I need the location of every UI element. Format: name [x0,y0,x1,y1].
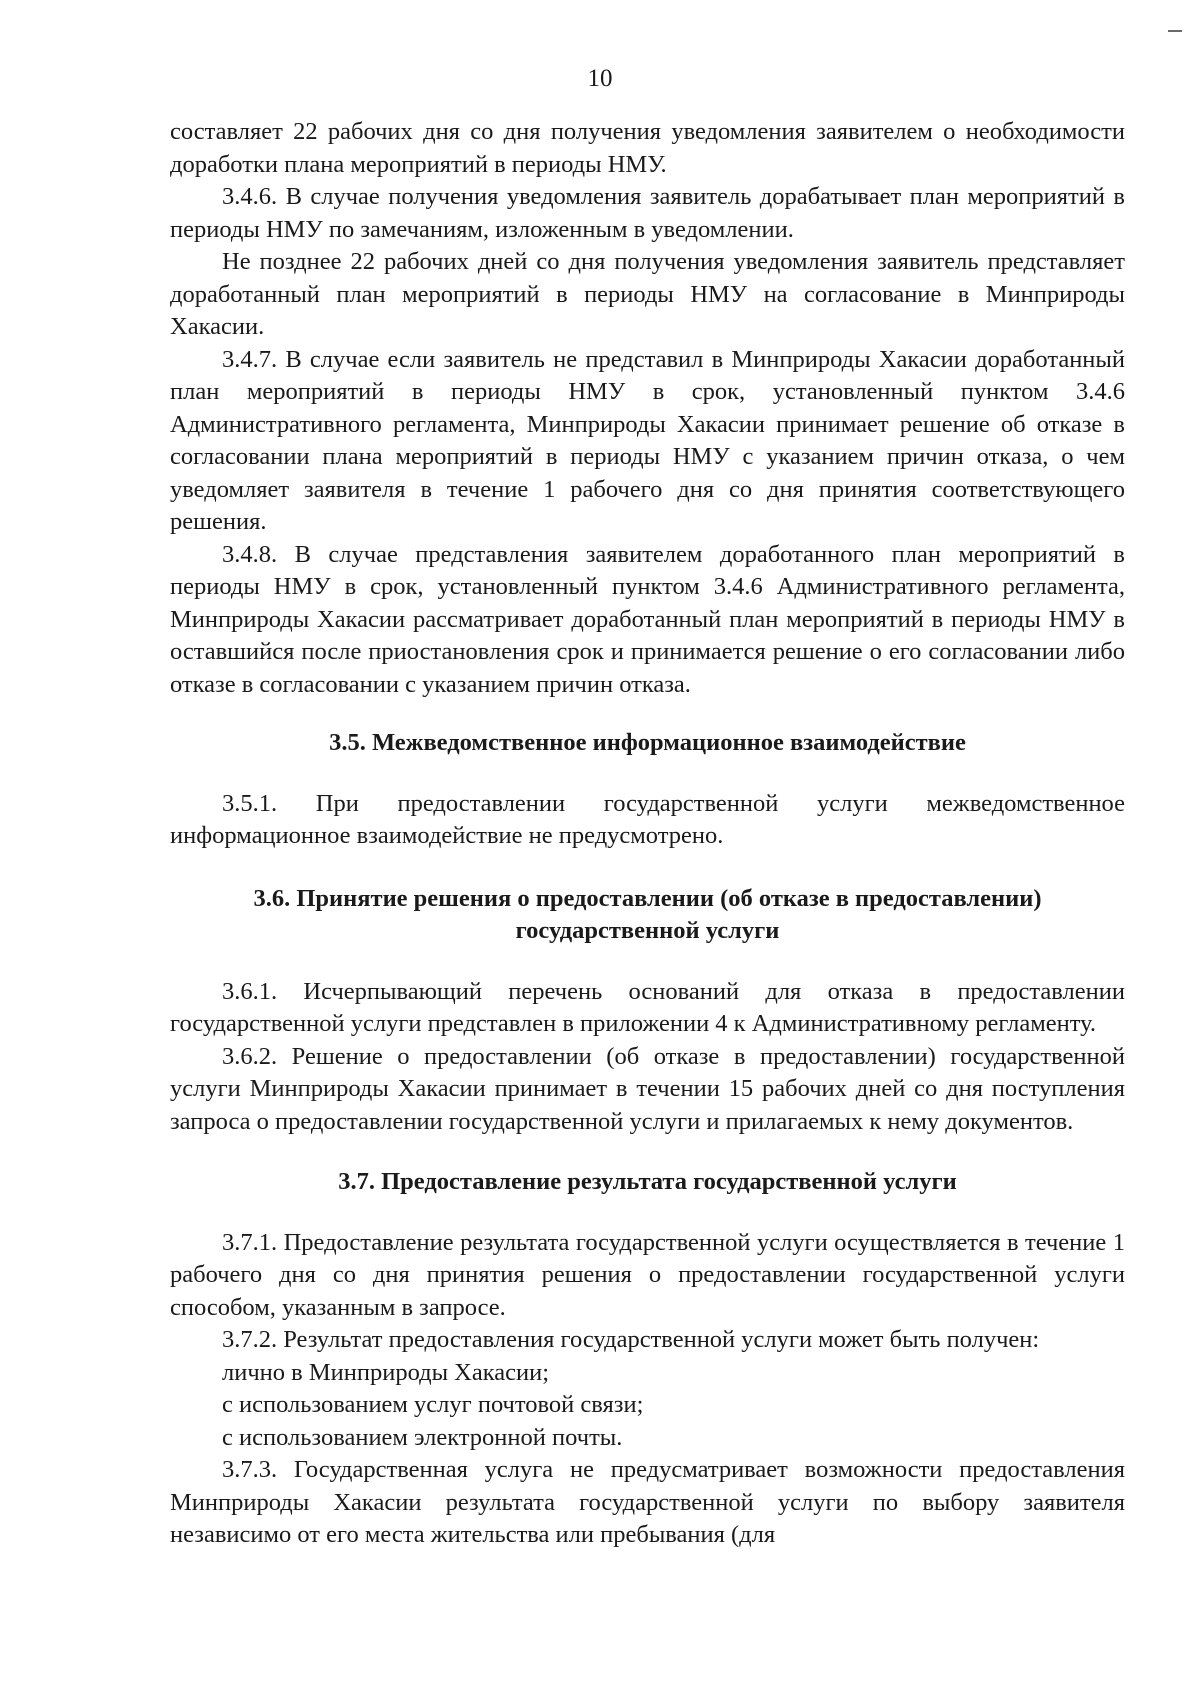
list-item: с использованием услуг почтовой связи; [222,1391,644,1418]
section-heading-3-5: 3.5. Межведомственное информационное взаимодействие [329,729,966,756]
paragraph-3-4-7: 3.4.7. В случае если заявитель не представил в Минприроды Хакасии доработанный план мероприятий в периоды НМУ в срок, установленный пунктом 3.4.6 Административного регламента, Минприроды Хакасии принимает решение об отказе в согласовании плана мероприятий в периоды НМУ с указанием причин отказа, о чем уведомляет заявителя в течение 1 рабочего дня со дня принятия соответствующего решения. [170,345,1125,535]
paragraph-3-6-1: 3.6.1. Исчерпывающий перечень оснований для отказа в предоставлении государственной услуги представлен в приложении 4 к Административному регламенту. [170,977,1125,1037]
list-item: с использованием электронной почты. [222,1423,623,1451]
section-heading-3-6-line2: государственной услуги [515,917,780,944]
paragraph-3-7-2: 3.7.2. Результат предоставления государственной услуги может быть получен: [222,1326,1040,1353]
scan-artifact-mark [1168,30,1182,32]
paragraph-deadline: Не позднее 22 рабочих дней со дня получения уведомления заявитель представляет доработанный план мероприятий в периоды НМУ на согласование в Минприроды Хакасии. [170,248,1125,340]
list-item: лично в Минприроды Хакасии; [222,1358,550,1386]
paragraph-3-5-1: 3.5.1. При предоставлении государственной услуги межведомственное информационное взаимодействие не предусмотрено. [170,789,1125,849]
paragraph-3-7-3: 3.7.3. Государственная услуга не предусматривает возможности предоставления Минприроды Хакасии результата государственной услуги по выбору заявителя независимо от его места жительства или пребывания (для [170,1456,1125,1548]
paragraph-3-4-8: 3.4.8. В случае представления заявителем доработанного план мероприятий в периоды НМУ в срок, установленный пунктом 3.4.6 Административного регламента, Минприроды Хакасии рассматривает доработанный план мероприятий в периоды НМУ в оставшийся после приостановления срок и принимается решение о его согласовании либо отказе в согласовании с указанием причин отказа. [170,540,1125,698]
section-heading-3-6-line1: 3.6. Принятие решения о предоставлении (об отказе в предоставлении) [253,884,1042,912]
section-heading-3-6 [170,883,1125,948]
paragraph-3-6-2: 3.6.2. Решение о предоставлении (об отказе в предоставлении) государственной услуги Минприроды Хакасии принимает в течении 15 рабочих дней со дня поступления запроса о предоставлении государственной услуги и прилагаемых к нему документов. [170,1042,1125,1135]
section-heading-3-7: 3.7. Предоставление результата государственной услуги [338,1168,957,1195]
paragraph-3-7-1: 3.7.1. Предоставление результата государственной услуги осуществляется в течение 1 рабочего дня со дня принятия решения о предоставлении государственной услуги способом, указанным в запросе. [170,1228,1125,1321]
page-number: 10 [587,65,613,92]
paragraph-3-4-6: 3.4.6. В случае получения уведомления заявитель дорабатывает план мероприятий в периоды НМУ по замечаниям, изложенным в уведомлении. [170,183,1125,243]
paragraph-continuation: составляет 22 рабочих дня со дня получения уведомления заявителем о необходимости доработки плана мероприятий в периоды НМУ. [170,118,1125,178]
document-body [170,116,1125,1552]
